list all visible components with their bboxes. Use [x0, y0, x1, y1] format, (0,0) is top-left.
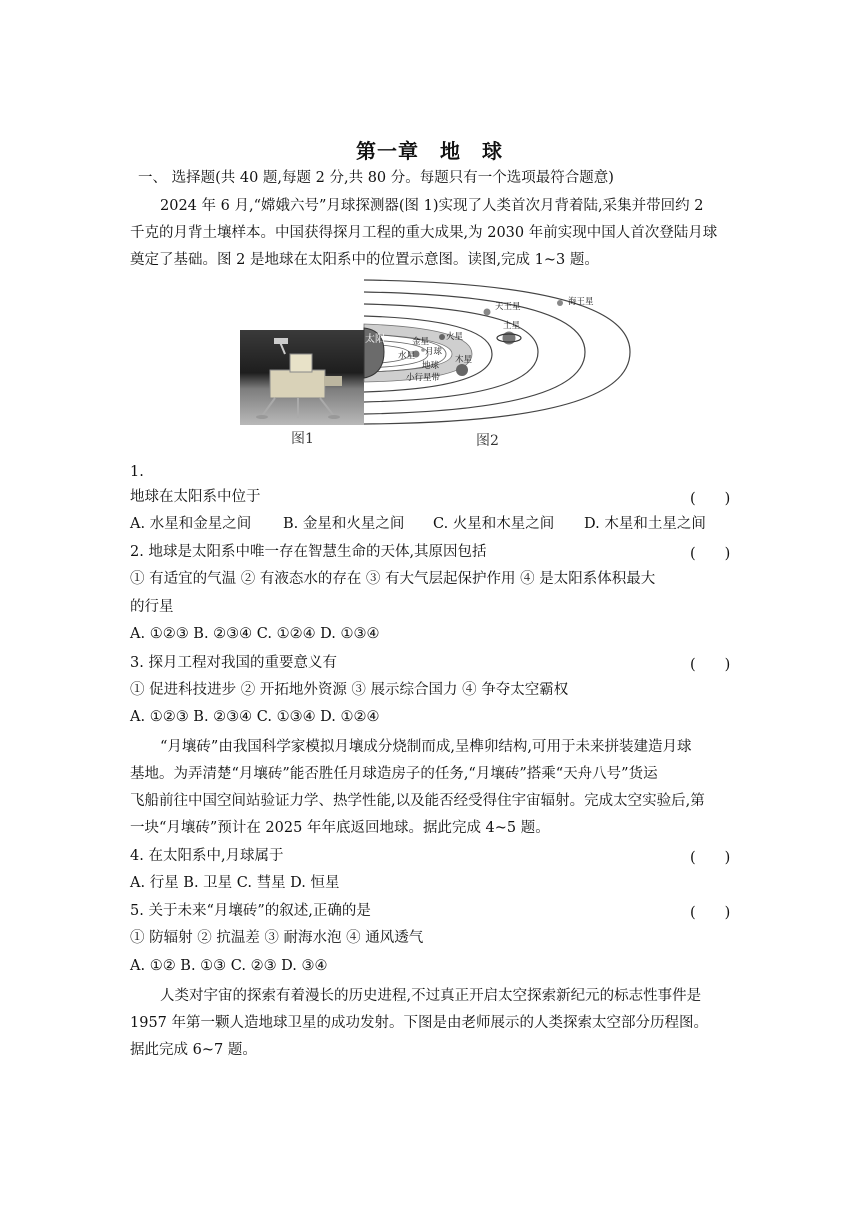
passage3-line3: 据此完成 6~7 题。	[130, 1042, 257, 1058]
uranus-dot	[484, 309, 491, 316]
passage1-line3: 奠定了基础。图 2 是地球在太阳系中的位置示意图。读图,完成 1~3 题。	[130, 252, 599, 268]
q4-options: A. 行星 B. 卫星 C. 彗星 D. 恒星	[130, 875, 340, 891]
passage1-line2: 千克的月背土壤样本。中国获得探月工程的重大成果,为 2030 年前实现中国人首次登陆月球	[130, 225, 718, 241]
sun-label: 太阳	[365, 334, 385, 345]
q5-stem: 5. 关于未来“月壤砖”的叙述,正确的是	[130, 903, 371, 919]
figure1-caption: 图1	[291, 431, 314, 447]
figure2-caption: 图2	[476, 433, 499, 449]
q1-option-d: D. 木星和土星之间	[584, 516, 706, 532]
q1-option-a: A. 水星和金星之间	[130, 516, 252, 532]
saturn-orbit	[364, 304, 538, 402]
q1-option-b: B. 金星和火星之间	[283, 516, 405, 532]
asteroid-label: 小行星带	[406, 373, 441, 383]
venus-label: 金星	[412, 337, 430, 347]
q2-stem: 2. 地球是太阳系中唯一存在智慧生命的天体,其原因包括	[130, 544, 487, 560]
q2-options: A. ①②③ B. ②③④ C. ①②④ D. ①③④	[130, 626, 380, 642]
q3-answer-blank: ( )	[690, 657, 731, 673]
neptune-label: 海王星	[568, 297, 594, 307]
neptune-dot	[557, 300, 563, 306]
chang-e-6-lander-photo	[240, 330, 364, 425]
moon-label: 月球	[425, 347, 443, 357]
jupiter-label: 木星	[455, 355, 473, 365]
page-title: 第一章 地 球	[356, 139, 503, 163]
solar-system-diagram	[360, 276, 632, 430]
q4-answer-blank: ( )	[690, 850, 731, 866]
q3-statements: ① 促进科技进步 ② 开拓地外资源 ③ 展示综合国力 ④ 争夺太空霸权	[130, 682, 569, 698]
q3-stem: 3. 探月工程对我国的重要意义有	[130, 655, 337, 671]
q2-statements-cont: 的行星	[130, 599, 174, 615]
jupiter-dot	[456, 364, 468, 376]
passage3-line2: 1957 年第一颗人造地球卫星的成功发射。下图是由老师展示的人类探索太空部分历程图。	[130, 1015, 709, 1031]
q5-answer-blank: ( )	[690, 905, 731, 921]
passage2-line4: 一块“月壤砖”预计在 2025 年年底返回地球。据此完成 4~5 题。	[130, 820, 550, 836]
passage2-line2: 基地。为弄清楚“月壤砖”能否胜任月球造房子的任务,“月壤砖”搭乘“天舟八号”货运	[130, 766, 658, 782]
q3-options: A. ①②③ B. ②③④ C. ①③④ D. ①②④	[130, 709, 380, 725]
q5-options: A. ①② B. ①③ C. ②③ D. ③④	[130, 958, 328, 974]
passage2-line1: “月壤砖”由我国科学家模拟月壤成分烧制而成,呈榫卯结构,可用于未来拼装建造月球	[160, 739, 692, 755]
uranus-label: 天王星	[495, 302, 521, 312]
passage3-line1: 人类对宇宙的探索有着漫长的历史进程,不过真正开启太空探索新纪元的标志性事件是	[160, 988, 702, 1004]
q1-number: 1.	[130, 464, 144, 480]
section-heading: 一、 选择题(共 40 题,每题 2 分,共 80 分。每题只有一个选项最符合题意)	[138, 170, 614, 186]
q2-answer-blank: ( )	[690, 546, 731, 562]
passage2-line3: 飞船前往中国空间站验证力学、热学性能,以及能否经受得住宇宙辐射。完成太空实验后,第	[130, 793, 705, 809]
saturn-label: 土星	[503, 321, 521, 331]
earth-label: 地球	[422, 361, 440, 371]
q2-statements: ① 有适宜的气温 ② 有液态水的存在 ③ 有大气层起保护作用 ④ 是太阳系体积最大	[130, 571, 656, 587]
mercury-label: 水星	[398, 351, 416, 361]
mars-dot	[439, 334, 445, 340]
lander-illustration	[240, 330, 364, 425]
q4-stem: 4. 在太阳系中,月球属于	[130, 848, 284, 864]
q1-option-c: C. 火星和木星之间	[433, 516, 555, 532]
q1-stem: 地球在太阳系中位于	[130, 489, 261, 505]
q1-answer-blank: ( )	[690, 491, 731, 507]
q5-statements: ① 防辐射 ② 抗温差 ③ 耐海水泡 ④ 通风透气	[130, 930, 424, 946]
passage1-line1: 2024 年 6 月,“嫦娥六号”月球探测器(图 1)实现了人类首次月背着陆,采集并带回约 2	[160, 198, 704, 214]
mars-label: 火星	[446, 332, 464, 342]
